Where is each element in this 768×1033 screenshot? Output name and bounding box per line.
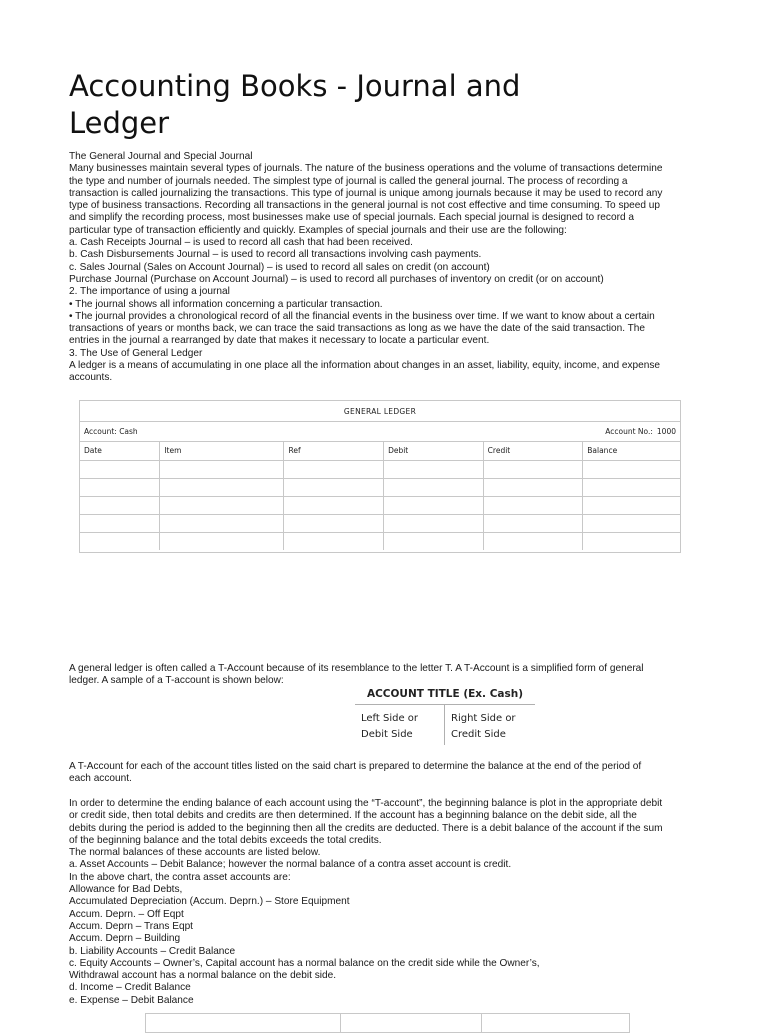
table-cell (483, 478, 583, 496)
paragraph-line: or credit side, then total debits and credits are then determined. If the account has a beginning balance on the debit side, all the (69, 810, 637, 822)
table-cell (384, 496, 484, 514)
column-header-item: Item (160, 442, 284, 460)
table-cell (483, 460, 583, 478)
table-cell (483, 496, 583, 514)
paragraph-line: accounts. (69, 372, 113, 384)
table-cell (482, 1014, 629, 1032)
paragraph-line: A general ledger is often called a T-Account because of its resemblance to the letter T. A T-Account is a simplified form of general (69, 663, 644, 674)
paragraph-line: and simplify the recording process, most businesses make use of special journals. Each special journal is designed to record a (69, 212, 634, 224)
ledger-account-no-label: Account No.: (605, 427, 653, 436)
list-item: Accum. Deprn – Trans Eqpt (69, 920, 193, 932)
table-cell (384, 532, 484, 550)
paragraph-line: A T-Account for each of the account titles listed on the said chart is prepared to determine the balance at the end of the period of (69, 761, 642, 772)
t-account-sample (355, 684, 535, 746)
table-cell (146, 1014, 341, 1032)
t-account-right-line: Right Side or (451, 713, 516, 724)
t-account-left-line: Left Side or (361, 713, 419, 724)
t-account-left-line: Debit Side (361, 729, 413, 740)
column-header-debit: Debit (384, 442, 484, 460)
table-cell (284, 532, 384, 550)
table-row (80, 532, 680, 550)
table-cell (160, 460, 284, 478)
table-cell (80, 532, 160, 550)
table-cell (583, 460, 680, 478)
table-cell (284, 460, 384, 478)
list-item: c. Sales Journal (Sales on Account Journal) – is used to record all sales on credit (on account) (69, 261, 490, 273)
list-item: • The journal provides a chronological record of all the financial events in the business over time. If we want to know about a certain (69, 310, 655, 322)
table-cell (80, 496, 160, 514)
ledger-account-no-value: 1000 (656, 427, 676, 436)
table-cell (284, 514, 384, 532)
page-title (69, 68, 689, 142)
ledger-account-number (605, 427, 676, 436)
table-cell (160, 478, 284, 496)
ledger-account-row (80, 422, 680, 442)
table-cell (483, 532, 583, 550)
section-heading: 2. The importance of using a journal (69, 286, 230, 298)
paragraph-line: The normal balances of these accounts are listed below. (69, 847, 321, 859)
table-row (80, 478, 680, 496)
paragraph-line: debits during the period is added to the beginning then all the credits are deducted. There is a debit balance of the account if the sum (69, 822, 663, 834)
table-cell (284, 496, 384, 514)
paragraph-line: Withdrawal account has a normal balance on the debit side. (69, 970, 337, 982)
t-account-right-side (445, 705, 535, 745)
paragraph-line: transaction is called journalizing the transactions. This type of journal is unique among journals because it may be used to record any (69, 187, 663, 199)
ledger-title: GENERAL LEDGER (80, 401, 680, 422)
table-cell (160, 514, 284, 532)
table-cell (583, 478, 680, 496)
paragraph-line: Many businesses maintain several types of journals. The nature of the business operations and the volume of transactions determine (69, 163, 663, 175)
column-header-credit: Credit (483, 442, 583, 460)
table-row (80, 496, 680, 514)
paragraph-line: A ledger is a means of accumulating in one place all the information about changes in an asset, liability, equity, income, and expense (69, 360, 661, 372)
t-account-sides (355, 705, 535, 745)
list-item: Accum. Deprn – Building (69, 933, 181, 945)
paragraph-line: particular type of transaction efficiently and quickly. Examples of special journals and their use are the following: (69, 224, 567, 236)
table-cell (384, 460, 484, 478)
paragraph-line: ledger. A sample of a T-account is shown below: (69, 675, 284, 687)
ledger-grid (80, 442, 680, 550)
section-heading: The General Journal and Special Journal (69, 151, 253, 162)
paragraph-line: each account. (69, 773, 132, 785)
paragraph-line: entries in the journal a rearranged by date that makes it necessary to locate a particular event. (69, 335, 490, 347)
table-cell (80, 514, 160, 532)
paragraph-line: transactions of years or months back, we can trace the said transactions as long as we have the date of the said transaction. The (69, 323, 646, 335)
ledger-header-row (80, 442, 680, 460)
table-cell (384, 514, 484, 532)
t-account-purpose (69, 761, 709, 786)
column-header-balance: Balance (583, 442, 680, 460)
ledger-account-label: Account: Cash (84, 427, 138, 436)
list-item: Allowance for Bad Debts, (69, 884, 183, 896)
table-cell (160, 496, 284, 514)
normal-balances-section (69, 798, 709, 1007)
column-header-date: Date (80, 442, 160, 460)
table-row (80, 514, 680, 532)
table-cell (80, 460, 160, 478)
table-cell (341, 1014, 481, 1032)
list-item: b. Cash Disbursements Journal – is used to record all transactions involving cash payments. (69, 249, 482, 261)
list-item: a. Cash Receipts Journal – is used to record all cash that had been received. (69, 237, 413, 249)
list-item: b. Liability Accounts – Credit Balance (69, 945, 236, 957)
list-item: a. Asset Accounts – Debit Balance; however the normal balance of a contra asset account is credit. (69, 859, 512, 871)
journal-section (69, 151, 709, 385)
list-item: Accum. Deprn. – Off Eqpt (69, 908, 184, 920)
list-item: Accumulated Depreciation (Accum. Deprn.) – Store Equipment (69, 896, 350, 908)
list-item: • The journal shows all information concerning a particular transaction. (69, 298, 383, 310)
table-cell (80, 478, 160, 496)
paragraph-line: of the beginning balance and the total debits exceeds the total credits. (69, 834, 382, 846)
column-header-ref: Ref (284, 442, 384, 460)
paragraph-line: the type and number of journals needed. The simplest type of journal is called the general journal. The process of recording a (69, 175, 628, 187)
paragraph-line: In the above chart, the contra asset accounts are: (69, 871, 291, 883)
table-cell (583, 496, 680, 514)
section-heading: 3. The Use of General Ledger (69, 347, 203, 359)
table-cell (583, 514, 680, 532)
page-title-line-1: Accounting Books - Journal and (69, 69, 521, 103)
paragraph-line: type of business transactions. Recording all transactions in the general journal is not cost effective and time consuming. To speed up (69, 200, 661, 212)
table-cell (160, 532, 284, 550)
table-cell (483, 514, 583, 532)
list-item: c. Equity Accounts – Owner’s, Capital account has a normal balance on the credit side while the Owner’s, (69, 957, 540, 969)
page-title-line-2: Ledger (69, 106, 170, 140)
list-item: Purchase Journal (Purchase on Account Journal) – is used to record all purchases of inventory on credit (or on account) (69, 273, 604, 285)
accounts-table-partial (145, 1013, 630, 1033)
table-cell (583, 532, 680, 550)
table-cell (384, 478, 484, 496)
t-account-left-side (355, 705, 445, 745)
t-account-title: ACCOUNT TITLE (Ex. Cash) (355, 684, 535, 705)
list-item: d. Income – Credit Balance (69, 982, 191, 994)
general-ledger-table (79, 400, 681, 553)
table-row (80, 460, 680, 478)
paragraph-line: In order to determine the ending balance of each account using the “T-account”, the beginning balance is plot in the appropriate debit (69, 798, 663, 809)
list-item: e. Expense – Debit Balance (69, 994, 194, 1006)
table-cell (284, 478, 384, 496)
t-account-right-line: Credit Side (451, 729, 506, 740)
